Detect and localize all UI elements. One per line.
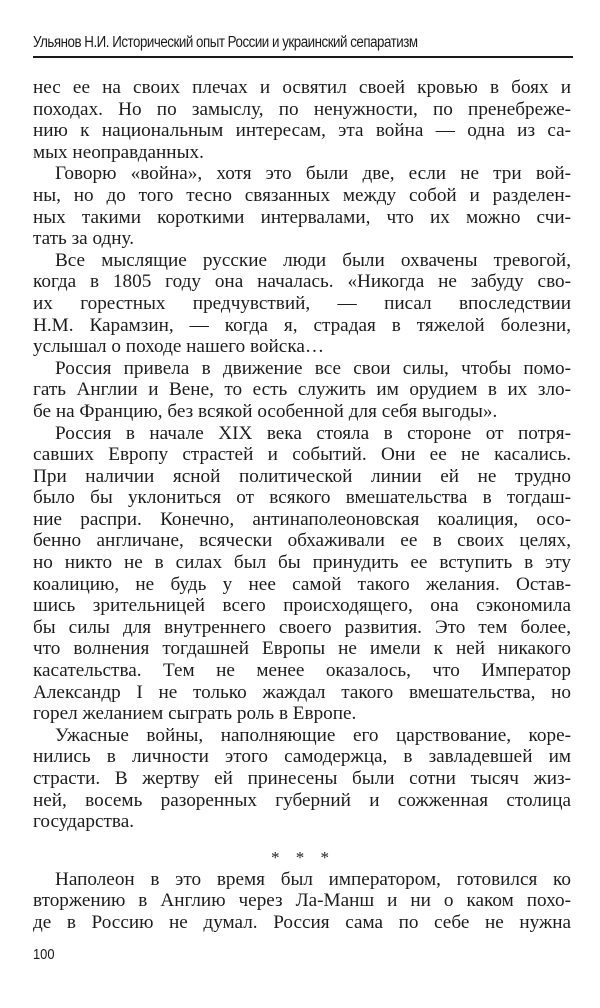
text-line: тать за одну. xyxy=(33,228,135,250)
text-line: Ужасные войны, наполняющие его царствование, коре- xyxy=(55,724,571,746)
paragraph xyxy=(33,869,571,934)
text-line: бе на Францию, без всякой особенной для себя выгоды». xyxy=(33,400,498,422)
text-line: де в Россию не думал. Россия сама по себе не нужна xyxy=(33,911,571,933)
text-line: При наличии ясной политической линии ей не трудно xyxy=(33,465,571,487)
text-line: страсти. В жертву ей принесены были сотни тысяч жиз- xyxy=(33,768,571,789)
text-line: ние распри. Конечно, антинаполеоновская коалиция, осо- xyxy=(33,508,571,530)
paragraph xyxy=(33,423,571,725)
text-line: нес ее на своих плечах и освятил своей кровью в боях и xyxy=(33,77,571,98)
text-line: бенно англичане, всячески обхаживали ее в своих целях, xyxy=(33,530,571,552)
page-number: 100 xyxy=(33,946,55,963)
text-line: услышал о походе нашего войска… xyxy=(33,336,325,358)
text-line: что волнения тогдашней Европы не имели к ней никакого xyxy=(33,638,571,660)
text-line: горел желанием сыграть роль в Европе. xyxy=(33,703,357,725)
text-line: шись зрительницей всего происходящего, она сэкономила xyxy=(33,595,571,617)
text-line: нились в личности этого самодержца, в завладевшей им xyxy=(33,746,571,768)
text-line: Наполеон в это время был императором, готовился ко xyxy=(55,868,571,890)
text-line: их горестных предчувствий, — писал впоследствии xyxy=(33,292,571,314)
text-line: ны, но до того тесно связанных между собой и разделен- xyxy=(33,184,571,206)
text-line: Говорю «война», хотя это были две, если не три вой- xyxy=(55,163,571,185)
text-line: касательства. Тем не менее оказалось, что Император xyxy=(33,660,571,682)
text-line: Н.М. Карамзин, — когда я, страдая в тяжелой болезни, xyxy=(33,314,571,336)
text-line: но никто не в силах был бы принудить ее вступить в эту xyxy=(33,552,571,574)
text-line: ней, восемь разоренных губерний и сожженная столица xyxy=(33,789,571,811)
section-separator: * * * xyxy=(271,847,335,867)
header-rule xyxy=(33,56,573,58)
paragraph xyxy=(33,163,571,249)
page-body xyxy=(33,77,571,934)
text-line: мых неоправданных. xyxy=(33,141,204,163)
text-line: походах. Но по замыслу, по ненужности, по пренебреже- xyxy=(33,98,571,120)
paragraph xyxy=(33,358,571,423)
text-line: было бы уклониться от всякого вмешательства в тогдаш- xyxy=(33,487,571,509)
running-header: Ульянов Н.И. Исторический опыт России и украинский сепаратизм xyxy=(33,34,418,51)
paragraph xyxy=(33,725,571,833)
text-line: бы силы для внутреннего своего развития. Это тем более, xyxy=(33,616,571,638)
paragraph xyxy=(33,250,571,358)
text-line: государства. xyxy=(33,811,135,833)
text-line: Россия привела в движение все свои силы, чтобы помо- xyxy=(55,357,571,379)
text-line: Александр I не только жаждал такого вмешательства, но xyxy=(33,681,571,703)
text-line: коалицию, не будь у нее самой такого желания. Остав- xyxy=(33,573,571,595)
text-line: когда в 1805 году она началась. «Никогда не забуду сво- xyxy=(33,271,571,293)
paragraph xyxy=(33,77,571,163)
text-line: савших Европу страстей и событий. Они ее не касались. xyxy=(33,444,571,466)
text-line: Все мыслящие русские люди были охвачены тревогой, xyxy=(55,249,571,271)
text-line: вторжению в Англию через Ла-Манш и ни о каком похо- xyxy=(33,890,571,912)
text-line: Россия в начале XIX века стояла в стороне от потря- xyxy=(55,422,571,444)
text-line: ных такими короткими интервалами, что их можно счи- xyxy=(33,206,571,228)
text-line: нию к национальным интересам, эта война — одна из са- xyxy=(33,120,571,142)
text-line: гать Англии и Вене, то есть служить им орудием в их зло- xyxy=(33,379,571,401)
